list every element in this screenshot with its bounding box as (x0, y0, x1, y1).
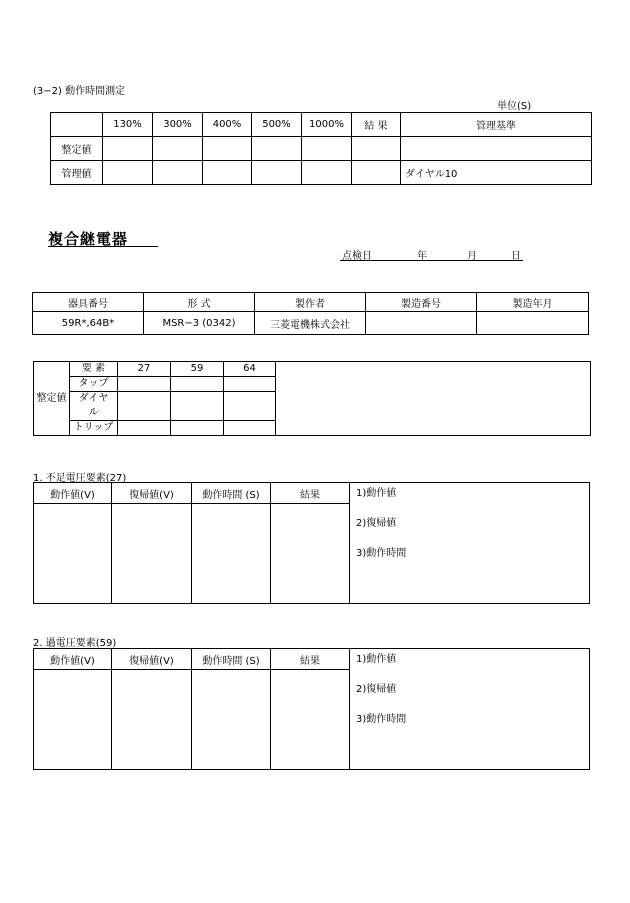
serial-number[interactable] (366, 312, 477, 335)
equipment-model: MSR−3 (0342) (144, 312, 255, 335)
standard-cell: ダイヤル10 (401, 161, 592, 185)
header-cell: 結果 (271, 649, 350, 670)
element-59: 59 (171, 362, 224, 377)
table-header-row (33, 293, 589, 312)
result-cell[interactable] (271, 504, 350, 604)
header-cell: 動作時間 (S) (192, 483, 271, 504)
operating-value-cell[interactable] (34, 670, 112, 770)
title-underline (48, 246, 158, 247)
header-cell: 130% (103, 113, 153, 137)
header-cell: 製造年月 (477, 293, 589, 312)
header-cell: 復帰値(V) (112, 483, 192, 504)
value-cell[interactable] (171, 421, 224, 436)
table-row (34, 362, 591, 377)
table-row (51, 161, 592, 185)
note-operating-value: 1)動作値 (356, 488, 397, 499)
header-cell: 動作時間 (S) (192, 649, 271, 670)
inspection-underline (340, 260, 523, 261)
value-cell[interactable] (252, 137, 302, 161)
element-59-heading: 2. 過電圧要素(59) (33, 638, 117, 649)
element-27: 27 (118, 362, 171, 377)
operating-value-cell[interactable] (34, 504, 112, 604)
header-cell: 器具番号 (33, 293, 144, 312)
header-cell: 管理基準 (401, 113, 592, 137)
header-cell: 1000% (302, 113, 352, 137)
value-cell[interactable] (118, 392, 171, 421)
relay-title: 複合継電器 (48, 230, 129, 248)
header-cell: 300% (153, 113, 203, 137)
table-row (51, 137, 592, 161)
value-cell[interactable] (224, 377, 276, 392)
note-operating-value: 1)動作値 (356, 654, 397, 665)
value-cell[interactable] (103, 137, 153, 161)
header-cell: 動作値(V) (34, 649, 112, 670)
setting-blank-area (276, 362, 591, 436)
equipment-number: 59R*,64B* (33, 312, 144, 335)
header-cell: 形 式 (144, 293, 255, 312)
value-cell[interactable] (302, 137, 352, 161)
header-cell: 製造番号 (366, 293, 477, 312)
reset-value-cell[interactable] (112, 670, 192, 770)
standard-cell (401, 137, 592, 161)
result-cell[interactable] (271, 670, 350, 770)
equipment-table (32, 292, 589, 335)
table-row (33, 312, 589, 335)
inspection-day-label: 日 (511, 251, 521, 262)
operating-time-table (50, 112, 592, 185)
value-cell[interactable] (224, 421, 276, 436)
value-cell[interactable] (171, 392, 224, 421)
value-cell[interactable] (224, 392, 276, 421)
inspection-date-label: 点検日 (342, 251, 372, 262)
value-cell[interactable] (352, 137, 401, 161)
header-cell: 500% (252, 113, 302, 137)
header-cell (51, 113, 103, 137)
row-label: 管理値 (51, 161, 103, 185)
header-cell: 400% (203, 113, 252, 137)
note-operating-time: 3)動作時間 (356, 548, 407, 559)
tap-label: タップ (70, 377, 118, 392)
notes-cell (350, 483, 590, 604)
value-cell[interactable] (302, 161, 352, 185)
header-cell: 結果 (271, 483, 350, 504)
setting-group-label: 整定値 (34, 362, 70, 436)
element-64: 64 (224, 362, 276, 377)
element-27-heading: 1. 不足電圧要素(27) (33, 473, 127, 484)
dial-label: ダイヤ (70, 392, 118, 407)
element-27-table (33, 482, 590, 604)
inspection-month-label: 月 (467, 251, 477, 262)
notes-cell (350, 649, 590, 770)
value-cell[interactable] (203, 161, 252, 185)
note-reset-value: 2)復帰値 (356, 518, 397, 529)
reset-value-cell[interactable] (112, 504, 192, 604)
section-3-2-heading: (3−2) 動作時間測定 (33, 86, 126, 97)
value-cell[interactable] (153, 161, 203, 185)
unit-label: 単位(S) (497, 101, 532, 112)
inspection-year-label: 年 (417, 251, 427, 262)
operating-time-cell[interactable] (192, 504, 271, 604)
header-cell: 結 果 (352, 113, 401, 137)
setting-table (33, 361, 591, 436)
equipment-maker: 三菱電機株式会社 (255, 312, 366, 335)
value-cell[interactable] (153, 137, 203, 161)
note-operating-time: 3)動作時間 (356, 714, 407, 725)
value-cell[interactable] (203, 137, 252, 161)
value-cell[interactable] (171, 377, 224, 392)
row-label: 整定値 (51, 137, 103, 161)
manufacture-date[interactable] (477, 312, 589, 335)
element-label: 要 素 (70, 362, 118, 377)
value-cell[interactable] (252, 161, 302, 185)
trip-label: トリップ (70, 421, 118, 436)
table-header-row (51, 113, 592, 137)
note-reset-value: 2)復帰値 (356, 684, 397, 695)
dial-label-continued: ル (70, 406, 118, 421)
value-cell[interactable] (118, 377, 171, 392)
operating-time-cell[interactable] (192, 670, 271, 770)
table-header-row (34, 649, 590, 670)
header-cell: 製作者 (255, 293, 366, 312)
value-cell[interactable] (352, 161, 401, 185)
header-cell: 復帰値(V) (112, 649, 192, 670)
value-cell[interactable] (103, 161, 153, 185)
table-header-row (34, 483, 590, 504)
element-59-table (33, 648, 590, 770)
header-cell: 動作値(V) (34, 483, 112, 504)
value-cell[interactable] (118, 421, 171, 436)
